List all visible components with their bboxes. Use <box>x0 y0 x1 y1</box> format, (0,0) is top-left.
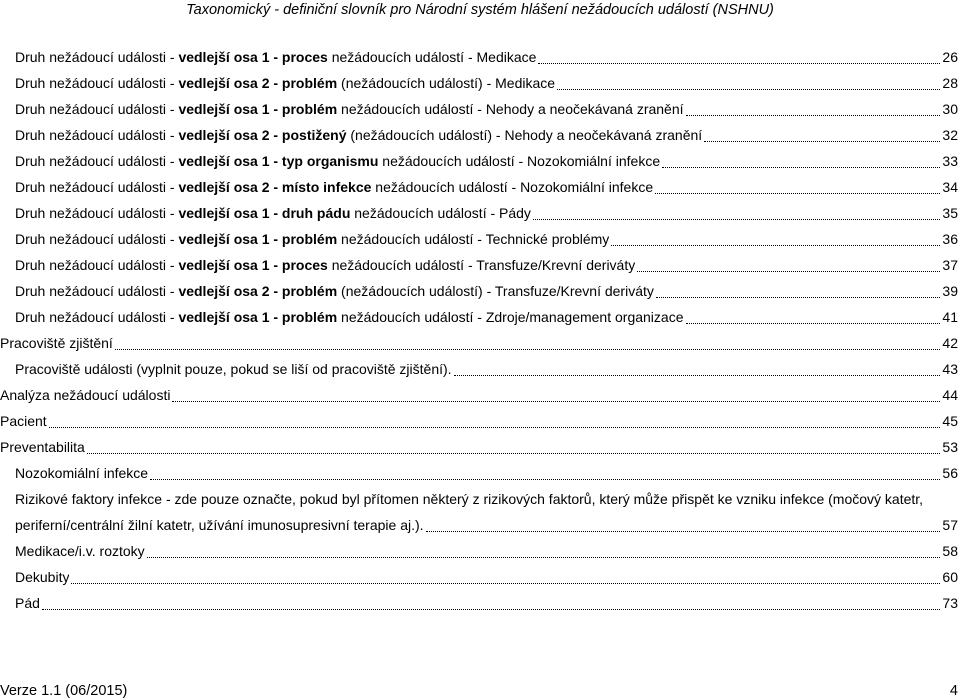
dot-leader <box>656 296 941 298</box>
toc-entry[interactable] <box>0 590 958 616</box>
toc-entry-page: 56 <box>942 465 958 481</box>
toc-entry-title <box>15 304 684 330</box>
version-label: Verze 1.1 (06/2015) <box>0 683 128 699</box>
toc-entry[interactable] <box>0 434 958 460</box>
toc-entry-page: 39 <box>942 283 958 299</box>
dot-leader <box>147 556 941 558</box>
toc-entry-title-part: Medikace/i.v. roztoky <box>15 543 145 559</box>
dot-leader <box>538 62 940 64</box>
toc-entry[interactable] <box>0 538 958 564</box>
toc-entry-page: 73 <box>942 595 958 611</box>
toc-entry-title <box>15 356 452 382</box>
page-header <box>0 0 960 26</box>
toc-entry-title-part: Dekubity <box>15 569 70 585</box>
dot-leader <box>426 530 941 532</box>
toc-entry-title <box>0 330 113 356</box>
toc-entry-title-part: nežádoucích událostí - Zdroje/management organizace <box>337 309 684 325</box>
toc-entry[interactable] <box>0 44 958 70</box>
toc-entry[interactable] <box>0 200 958 226</box>
toc-entry-title-part: Nozokomiální infekce <box>15 465 149 481</box>
toc-entry-title-part: (nežádoucích událostí) - Transfuze/Krevní deriváty <box>337 283 654 299</box>
toc-entry-title-part: Druh nežádoucí události - <box>15 127 179 143</box>
dot-leader <box>49 426 941 428</box>
toc-entry[interactable] <box>0 252 958 278</box>
toc-entry-title-emphasis: vedlejší osa 1 - proces <box>178 49 328 65</box>
toc-entry-page: 60 <box>942 569 958 585</box>
dot-leader <box>704 140 940 142</box>
toc-entry-title-emphasis: vedlejší osa 2 - problém <box>178 283 338 299</box>
toc-entry-page: 41 <box>942 309 958 325</box>
toc-entry-title <box>15 226 609 252</box>
toc-entry-page: 33 <box>942 153 958 169</box>
toc-entry-title-emphasis: vedlejší osa 1 - proces <box>178 257 328 273</box>
toc-entry[interactable] <box>0 486 958 538</box>
toc-entry-title <box>15 538 145 564</box>
toc-entry-title-part: Druh nežádoucí události - <box>15 75 179 91</box>
dot-leader <box>655 192 940 194</box>
toc-entry-title-emphasis: vedlejší osa 1 - druh pádu <box>178 205 351 221</box>
toc-entry-title <box>0 434 85 460</box>
dot-leader <box>454 374 941 376</box>
toc-entry-title <box>15 70 555 96</box>
dot-leader <box>172 400 940 402</box>
toc-entry-page: 42 <box>942 335 958 351</box>
toc-entry-title-part: Druh nežádoucí události - <box>15 231 179 247</box>
toc-entry-title-part: Preventabilita <box>0 439 85 455</box>
toc-entry-page: 58 <box>942 543 958 559</box>
toc-entry-title <box>15 590 40 616</box>
toc-entry[interactable] <box>0 70 958 96</box>
toc-entry[interactable] <box>0 226 958 252</box>
toc-entry-title <box>15 252 635 278</box>
toc-entry-page: 32 <box>942 127 958 143</box>
toc-entry-page: 53 <box>942 439 958 455</box>
toc-entry-title <box>15 122 702 148</box>
toc-entry[interactable] <box>0 278 958 304</box>
toc-entry[interactable] <box>0 460 958 486</box>
toc-entry-title-part: Pád <box>15 595 40 611</box>
dot-leader <box>557 88 940 90</box>
page-number: 4 <box>949 683 958 699</box>
toc-entry-title <box>15 96 684 122</box>
toc-entry-title-line <box>15 512 958 538</box>
toc-entry-title-part: Druh nežádoucí události - <box>15 257 179 273</box>
dot-leader <box>71 582 940 584</box>
toc-entry-page: 45 <box>942 413 958 429</box>
toc-entry-title-emphasis: vedlejší osa 2 - místo infekce <box>178 179 372 195</box>
toc-entry-title-part: Druh nežádoucí události - <box>15 153 179 169</box>
toc-entry-page: 37 <box>942 257 958 273</box>
dot-leader <box>611 244 940 246</box>
toc-entry-title-emphasis: vedlejší osa 2 - problém <box>178 75 338 91</box>
toc-entry[interactable] <box>0 174 958 200</box>
dot-leader <box>637 270 940 272</box>
toc-entry-title-part: nežádoucích událostí - Technické problémy <box>337 231 610 247</box>
toc-entry[interactable] <box>0 382 958 408</box>
toc-entry-title-line: Rizikové faktory infekce - zde pouze označte, pokud byl přítomen některý z rizikových faktorů, který může přispět ke vzniku infekce (močový katetr, <box>15 491 924 507</box>
toc-entry-title-part: Analýza nežádoucí události <box>0 387 171 403</box>
toc-entry-title <box>0 382 170 408</box>
toc-entry-title-part: Druh nežádoucí události - <box>15 205 179 221</box>
toc-entry-title <box>15 564 69 590</box>
toc-entry-title <box>15 44 536 70</box>
toc-entry-title-part: Druh nežádoucí události - <box>15 101 179 117</box>
toc-entry-title <box>15 200 531 226</box>
dot-leader <box>686 114 941 116</box>
toc-entry-page: 35 <box>942 205 958 221</box>
toc-entry-title-part: Druh nežádoucí události - <box>15 309 179 325</box>
toc-entry[interactable] <box>0 304 958 330</box>
toc-entry-page: 34 <box>942 179 958 195</box>
toc-entry-title-part: nežádoucích událostí - Transfuze/Krevní deriváty <box>327 257 636 273</box>
toc-entry[interactable] <box>0 356 958 382</box>
toc-entry-title-part: nežádoucích událostí - Nehody a neočekávaná zranění <box>337 101 684 117</box>
toc-entry-page: 57 <box>942 517 958 533</box>
toc-entry-title-part: nežádoucích událostí - Nozokomiální infekce <box>371 179 654 195</box>
toc-entry-title <box>15 148 660 174</box>
toc-entry-title <box>0 408 47 434</box>
toc-entry-page: 26 <box>942 49 958 65</box>
dot-leader <box>662 166 940 168</box>
dot-leader <box>87 452 941 454</box>
toc-entry[interactable] <box>0 330 958 356</box>
toc-entry[interactable] <box>0 148 958 174</box>
toc-entry-title-emphasis: vedlejší osa 1 - problém <box>178 309 338 325</box>
toc-entry-title-part: periferní/centrální žilní katetr, užívání imunosupresivní terapie aj.). <box>15 517 424 533</box>
document-title: Taxonomický - definiční slovník pro Národní systém hlášení nežádoucích událostí (NSHNU) <box>186 2 774 18</box>
toc-entry-title-emphasis: vedlejší osa 1 - typ organismu <box>178 153 379 169</box>
toc-entry-title <box>15 460 148 486</box>
toc-entry-title-part: Pacient <box>0 413 47 429</box>
dot-leader <box>115 348 941 350</box>
toc-entry-title-part: (nežádoucích událostí) - Nehody a neočekávaná zranění <box>346 127 703 143</box>
toc-entry[interactable] <box>0 122 958 148</box>
dot-leader <box>533 218 940 220</box>
dot-leader <box>686 322 941 324</box>
toc-entry-title-part: Druh nežádoucí události - <box>15 179 179 195</box>
page-footer <box>0 682 960 700</box>
toc-entry-title-part: (nežádoucích událostí) - Medikace <box>337 75 556 91</box>
toc-entry-page: 28 <box>942 75 958 91</box>
toc-entry-title-part: Druh nežádoucí události - <box>15 49 179 65</box>
toc-entry[interactable] <box>0 408 958 434</box>
toc-entry-title-emphasis: vedlejší osa 2 - postižený <box>178 127 347 143</box>
toc-entry-title-part: Pracoviště události (vyplnit pouze, pokud se liší od pracoviště zjištění). <box>15 361 452 377</box>
toc-entry[interactable] <box>0 564 958 590</box>
toc-entry-page: 30 <box>942 101 958 117</box>
toc-entry-title-part: Pracoviště zjištění <box>0 335 113 351</box>
toc-entry-title-part: nežádoucích událostí - Pády <box>350 205 531 221</box>
dot-leader <box>150 478 940 480</box>
toc-entry-title-part: nežádoucích událostí - Nozokomiální infekce <box>378 153 661 169</box>
toc-entry-title <box>15 512 424 538</box>
toc-entry-title-emphasis: vedlejší osa 1 - problém <box>178 101 338 117</box>
toc-entry-title <box>15 278 654 304</box>
toc-entry-title-part: Druh nežádoucí události - <box>15 283 179 299</box>
toc-entry-title-emphasis: vedlejší osa 1 - problém <box>178 231 338 247</box>
toc-entry-page: 44 <box>942 387 958 403</box>
toc-entry[interactable] <box>0 96 958 122</box>
toc-entry-title-part: nežádoucích událostí - Medikace <box>327 49 537 65</box>
dot-leader <box>42 608 941 610</box>
toc-entry-title <box>15 174 653 200</box>
toc-entry-page: 36 <box>942 231 958 247</box>
toc-entry-page: 43 <box>942 361 958 377</box>
